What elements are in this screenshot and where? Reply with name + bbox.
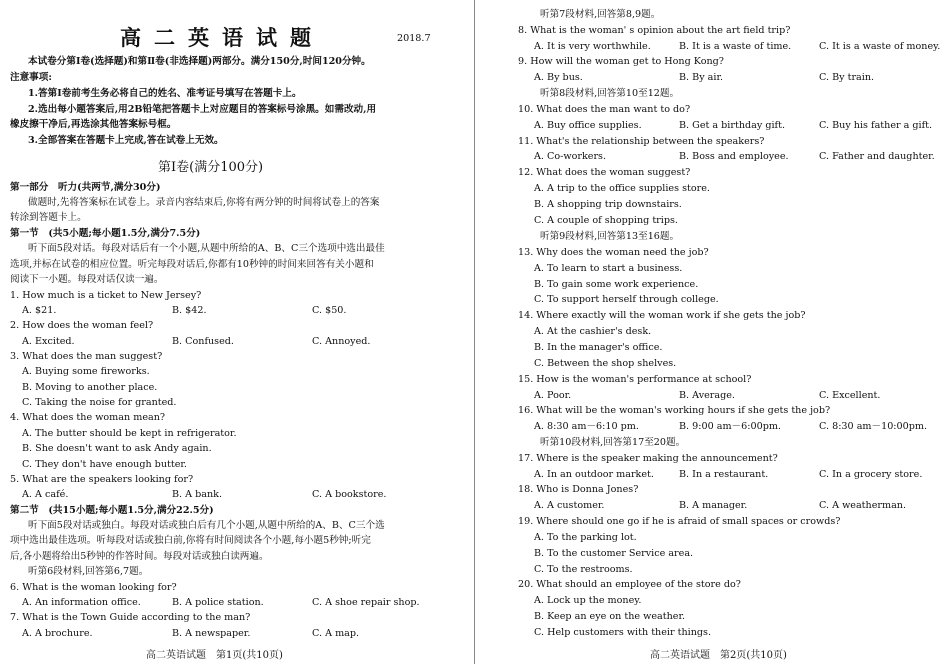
question-stem: 2. How does the woman feel? bbox=[10, 320, 154, 331]
option-b: B. Moving to another place. bbox=[22, 382, 158, 393]
option-b: B. $42. bbox=[172, 305, 207, 316]
section1-desc-line: 听下面5段对话。每段对话后有一个小题,从题中所给的A、B、C三个选项中选出最佳 bbox=[28, 243, 385, 254]
option-b: B. In the manager's office. bbox=[534, 342, 663, 353]
option-b: B. A bank. bbox=[172, 489, 223, 500]
note-line: 1.答第Ⅰ卷前考生务必将自己的姓名、准考证号填写在答题卡上。 bbox=[28, 88, 302, 99]
option-c: C. A bookstore. bbox=[312, 489, 387, 500]
option-a: A. Lock up the money. bbox=[534, 595, 642, 606]
question-stem: 8. What is the woman' s opinion about the art field trip? bbox=[518, 25, 791, 36]
question-stem: 16. What will be the woman's working hours if she gets the job? bbox=[518, 405, 831, 416]
option-a: A. A brochure. bbox=[22, 628, 93, 639]
option-b: B. Confused. bbox=[172, 336, 234, 347]
option-a: A. $21. bbox=[22, 305, 57, 316]
material-instruction: 听第10段材料,回答第17至20题。 bbox=[540, 437, 686, 448]
notes-heading: 注意事项: bbox=[10, 72, 52, 83]
option-a: A. At the cashier's desk. bbox=[534, 326, 652, 337]
option-b: B. To gain some work experience. bbox=[534, 279, 699, 290]
material-instruction: 听第6段材料,回答第6,7题。 bbox=[28, 566, 149, 577]
question-stem: 5. What are the speakers looking for? bbox=[10, 474, 194, 485]
option-c: C. By train. bbox=[819, 72, 875, 83]
option-c: C. A map. bbox=[312, 628, 360, 639]
section1-desc-line: 选项,并标在试卷的相应位置。听完每段对话后,你都有10秒钟的时间来回答有关小题和 bbox=[10, 259, 374, 270]
option-c: C. It is a waste of money. bbox=[819, 41, 941, 52]
question-stem: 20. What should an employee of the store do? bbox=[518, 579, 741, 590]
question-stem: 12. What does the woman suggest? bbox=[518, 167, 691, 178]
exam-intro: 本试卷分第Ⅰ卷(选择题)和第Ⅱ卷(非选择题)两部分。满分150分,时间120分钟。 bbox=[28, 56, 371, 67]
option-c: C. They don't have enough butter. bbox=[22, 459, 187, 470]
page-footer: 高二英语试题 第1页(共10页) bbox=[146, 650, 283, 661]
option-a: A. A café. bbox=[22, 489, 69, 500]
section-title: 第Ⅰ卷(满分100分) bbox=[158, 160, 264, 175]
option-c: C. Buy his father a gift. bbox=[819, 120, 933, 131]
question-stem: 7. What is the Town Guide according to the man? bbox=[10, 612, 251, 623]
option-c: C. Annoyed. bbox=[312, 336, 371, 347]
option-a: A. Poor. bbox=[534, 390, 572, 401]
question-stem: 4. What does the woman mean? bbox=[10, 412, 166, 423]
option-b: B. A police station. bbox=[172, 597, 264, 608]
option-a: A. It is very worthwhile. bbox=[534, 41, 651, 52]
option-b: B. A manager. bbox=[679, 500, 748, 511]
question-stem: 15. How is the woman's performance at school? bbox=[518, 374, 752, 385]
question-stem: 6. What is the woman looking for? bbox=[10, 582, 177, 593]
material-instruction: 听第7段材料,回答第8,9题。 bbox=[540, 9, 661, 20]
option-b: B. By air. bbox=[679, 72, 724, 83]
question-stem: 19. Where should one go if he is afraid of small spaces or crowds? bbox=[518, 516, 841, 527]
section1-heading: 第一节 (共5小题;每小题1.5分,满分7.5分) bbox=[10, 228, 201, 239]
option-c: C. Between the shop shelves. bbox=[534, 358, 677, 369]
question-stem: 1. How much is a ticket to New Jersey? bbox=[10, 290, 202, 301]
exam-date: 2018.7 bbox=[397, 33, 431, 44]
option-c: C. A shoe repair shop. bbox=[312, 597, 420, 608]
option-a: A. Buying some fireworks. bbox=[22, 366, 150, 377]
option-a: A. In an outdoor market. bbox=[534, 469, 654, 480]
question-stem: 3. What does the man suggest? bbox=[10, 351, 163, 362]
option-c: C. $50. bbox=[312, 305, 347, 316]
section2-heading: 第二节 (共15小题;每小题1.5分,满分22.5分) bbox=[10, 505, 214, 516]
option-a: A. 8:30 am－6:10 pm. bbox=[534, 421, 639, 432]
exam-title: 高二英语试题 bbox=[120, 25, 324, 50]
question-stem: 9. How will the woman get to Hong Kong? bbox=[518, 56, 724, 67]
option-a: A. Buy office supplies. bbox=[534, 120, 642, 131]
option-a: A. A customer. bbox=[534, 500, 605, 511]
option-c: C. Father and daughter. bbox=[819, 151, 935, 162]
section2-desc-line: 听下面5段对话或独白。每段对话或独白后有几个小题,从题中所给的A、B、C三个选 bbox=[28, 520, 385, 531]
option-c: C. Excellent. bbox=[819, 390, 881, 401]
question-stem: 11. What's the relationship between the speakers? bbox=[518, 136, 765, 147]
option-b: B. To the customer Service area. bbox=[534, 548, 694, 559]
option-a: A. By bus. bbox=[534, 72, 583, 83]
note-line: 橡皮擦干净后,再选涂其他答案标号框。 bbox=[10, 119, 177, 130]
section1-desc-line: 阅读下一小题。每段对话仅读一遍。 bbox=[10, 274, 164, 285]
option-b: B. Average. bbox=[679, 390, 735, 401]
question-stem: 14. Where exactly will the woman work if she gets the job? bbox=[518, 310, 806, 321]
material-instruction: 听第9段材料,回答第13至16题。 bbox=[540, 231, 680, 242]
question-stem: 10. What does the man want to do? bbox=[518, 104, 691, 115]
option-b: B. Keep an eye on the weather. bbox=[534, 611, 686, 622]
option-a: A. Co-workers. bbox=[534, 151, 607, 162]
option-b: B. She doesn't want to ask Andy again. bbox=[22, 443, 212, 454]
option-c: C. A couple of shopping trips. bbox=[534, 215, 678, 226]
option-b: B. A shopping trip downstairs. bbox=[534, 199, 682, 210]
option-c: C. To the restrooms. bbox=[534, 564, 633, 575]
material-instruction: 听第8段材料,回答第10至12题。 bbox=[540, 88, 680, 99]
question-stem: 13. Why does the woman need the job? bbox=[518, 247, 709, 258]
option-b: B. Get a birthday gift. bbox=[679, 120, 785, 131]
question-stem: 17. Where is the speaker making the announcement? bbox=[518, 453, 778, 464]
option-b: B. 9:00 am－6:00pm. bbox=[679, 421, 781, 432]
option-a: A. A trip to the office supplies store. bbox=[534, 183, 710, 194]
page-footer: 高二英语试题 第2页(共10页) bbox=[650, 650, 787, 661]
question-stem: 18. Who is Donna Jones? bbox=[518, 484, 639, 495]
option-b: B. It is a waste of time. bbox=[679, 41, 792, 52]
part1-desc-line: 转涂到答题卡上。 bbox=[10, 212, 87, 223]
option-a: A. The butter should be kept in refrigerator. bbox=[22, 428, 237, 439]
option-b: B. A newspaper. bbox=[172, 628, 251, 639]
section2-desc-line: 项中选出最佳选项。听每段对话或独白前,你将有时间阅读各个小题,每小题5秒钟;听完 bbox=[10, 535, 371, 546]
option-c: C. To support herself through college. bbox=[534, 294, 719, 305]
option-a: A. An information office. bbox=[22, 597, 141, 608]
exam-page-2 bbox=[478, 0, 950, 664]
option-b: B. Boss and employee. bbox=[679, 151, 789, 162]
option-c: C. In a grocery store. bbox=[819, 469, 923, 480]
option-a: A. To learn to start a business. bbox=[534, 263, 683, 274]
option-c: C. A weatherman. bbox=[819, 500, 907, 511]
part1-desc-line: 做题时,先将答案标在试卷上。录音内容结束后,你将有两分钟的时间将试卷上的答案 bbox=[28, 197, 380, 208]
section2-desc-line: 后,各小题将给出5秒钟的作答时间。每段对话或独白读两遍。 bbox=[10, 551, 269, 562]
part1-heading: 第一部分 听力(共两节,满分30分) bbox=[10, 182, 161, 193]
note-line: 2.选出每小题答案后,用2B铅笔把答题卡上对应题目的答案标号涂黑。如需改动,用 bbox=[28, 104, 377, 115]
option-a: A. To the parking lot. bbox=[534, 532, 637, 543]
note-line: 3.全部答案在答题卡上完成,答在试卷上无效。 bbox=[28, 135, 224, 146]
option-c: C. 8:30 am－10:00pm. bbox=[819, 421, 928, 432]
option-a: A. Excited. bbox=[22, 336, 75, 347]
option-c: C. Taking the noise for granted. bbox=[22, 397, 177, 408]
option-b: B. In a restaurant. bbox=[679, 469, 769, 480]
option-c: C. Help customers with their things. bbox=[534, 627, 712, 638]
